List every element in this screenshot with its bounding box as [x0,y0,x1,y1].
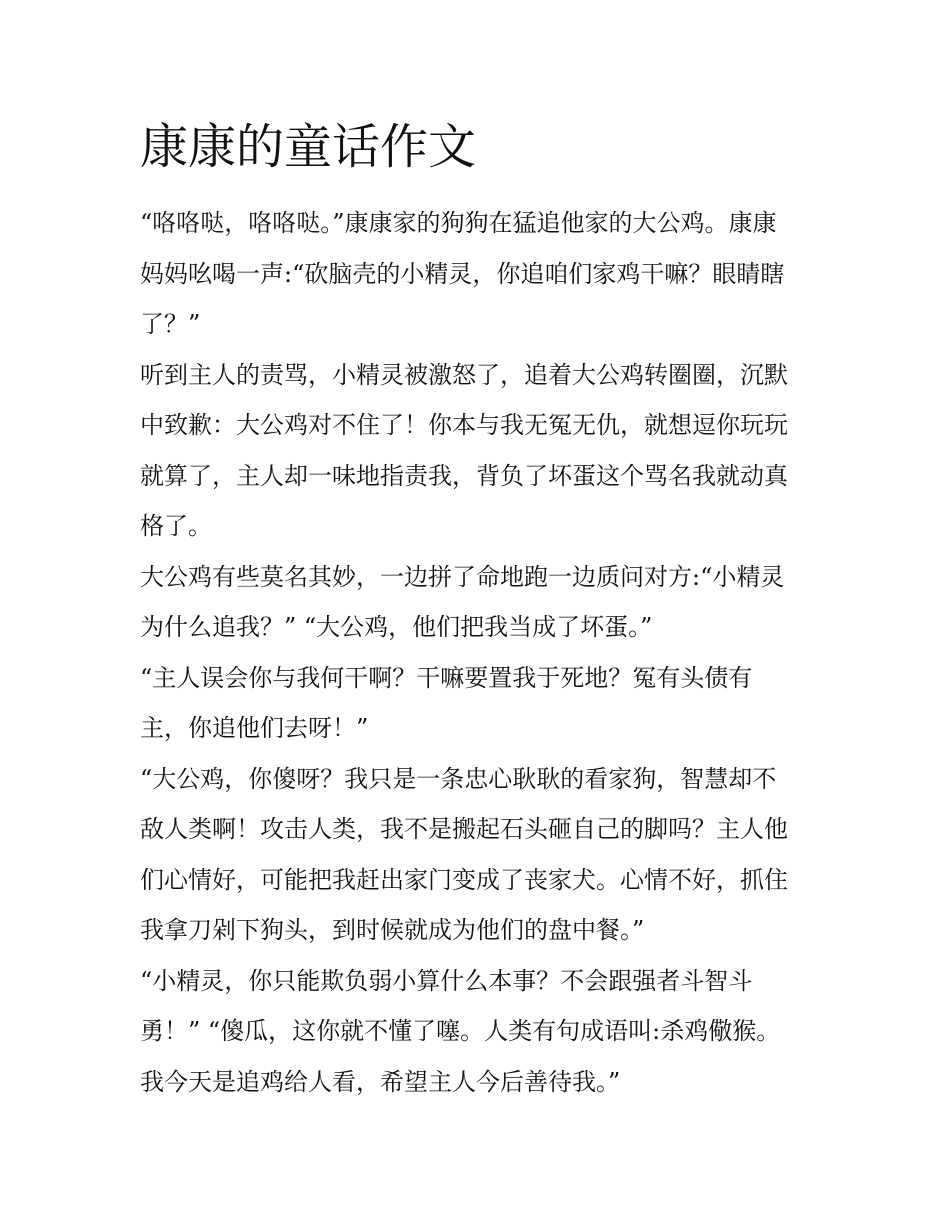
text-line: 听到主人的责骂，小精灵被激怒了，追着大公鸡转圈圈，沉默 [140,360,788,389]
text-line: 就算了，主人却一味地指责我，背负了坏蛋这个骂名我就动真 [140,461,788,490]
text-line: 为什么追我？” “大公鸡，他们把我当成了坏蛋。” [140,613,653,641]
text-line: 妈妈吆喝一声:“砍脑壳的小精灵，你追咱们家鸡干嘛？眼睛瞎 [140,259,785,288]
text-line: 勇！” “傻瓜，这你就不懂了噻。人类有句成语叫:杀鸡儆猴。 [140,1017,781,1045]
text-line: 我今天是追鸡给人看，希望主人今后善待我。” [140,1067,621,1096]
text-line: 主，你追他们去呀！” [140,714,369,742]
text-line: 了？” [140,310,201,338]
document-title: 康康的童话作文 [140,119,477,175]
document-body [140,198,815,1107]
text-line: 大公鸡有些莫名其妙，一边拼了命地跑一边质问对方:“小精灵 [140,562,785,591]
text-line: 我拿刀剁下狗头，到时候就成为他们的盘中餐。” [140,916,645,944]
text-line: 格了。 [140,512,212,540]
text-line: “大公鸡，你傻呀？我只是一条忠心耿耿的看家狗，智慧却不 [140,764,777,793]
text-line: “小精灵，你只能欺负弱小算什么本事？不会跟强者斗智斗 [140,966,753,995]
text-line: 敌人类啊！攻击人类，我不是搬起石头砸自己的脚吗？主人他 [140,815,788,843]
text-line: 们心情好，可能把我赶出家门变成了丧家犬。心情不好，抓住 [140,865,788,894]
text-line: “咯咯哒，咯咯哒。”康康家的狗狗在猛追他家的大公鸡。康康 [140,209,777,237]
text-line: “主人误会你与我何干啊？干嘛要置我于死地？冤有头债有 [140,663,753,692]
text-line: 中致歉：大公鸡对不住了！你本与我无冤无仇，就想逗你玩玩 [140,411,788,439]
